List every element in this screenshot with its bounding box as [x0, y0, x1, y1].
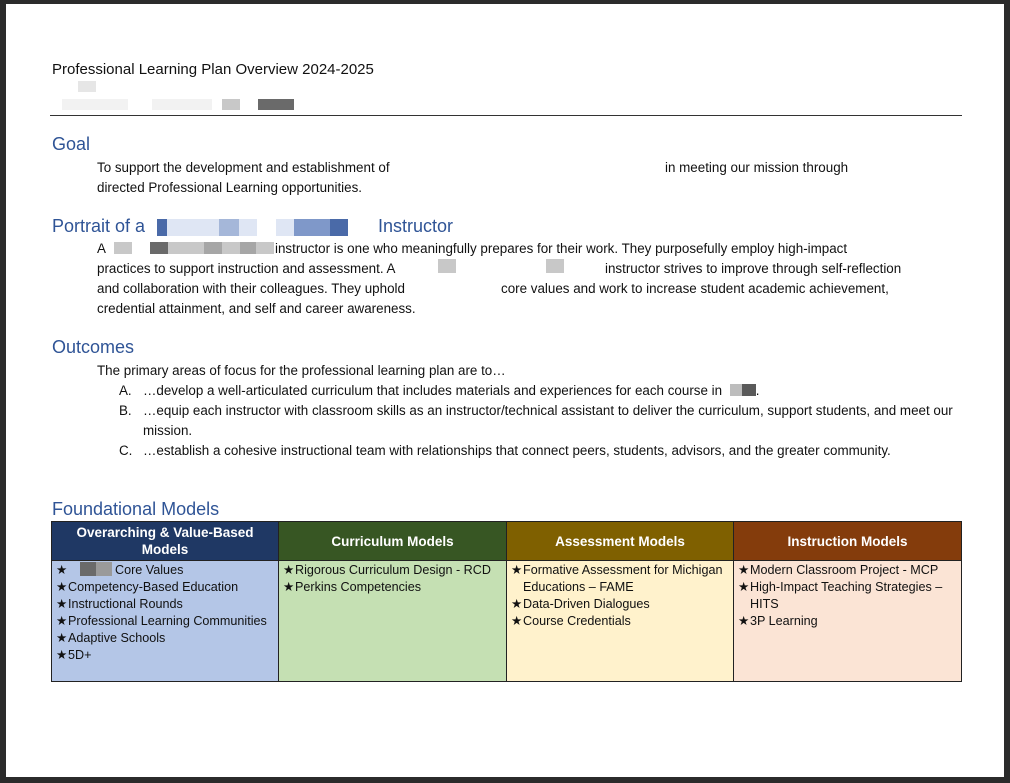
- document-page: [6, 4, 1004, 777]
- outcomes-heading: Outcomes: [52, 337, 135, 357]
- redacted-name: [438, 259, 456, 273]
- redacted-name: [730, 384, 742, 396]
- redacted-heading: [239, 219, 257, 236]
- list-item: [511, 562, 729, 596]
- goal-text: To support the development and establishment of: [97, 160, 390, 175]
- column-cell-overarching: [52, 561, 279, 682]
- redacted-name: [256, 242, 274, 254]
- star-icon: ★: [56, 580, 68, 594]
- outcome-item: [119, 381, 969, 401]
- redacted-subtitle: [62, 99, 128, 110]
- redacted-name: [114, 242, 132, 254]
- portrait-text: instructor is one who meaningfully prepares for their work. They purposefully employ high-impact: [275, 241, 848, 256]
- redacted-heading: [330, 219, 348, 236]
- list-item: [56, 596, 274, 613]
- star-icon: ★: [738, 614, 750, 628]
- list-item: [56, 647, 274, 664]
- redacted-name: [742, 384, 756, 396]
- redacted-heading: [157, 219, 167, 236]
- portrait-text: practices to support instruction and assessment. A: [97, 261, 396, 276]
- list-item: [56, 630, 274, 647]
- column-cell-assessment: [507, 561, 734, 682]
- list-item: [738, 613, 957, 630]
- column-cell-instruction: [734, 561, 962, 682]
- star-icon: ★: [56, 631, 68, 645]
- star-icon: ★: [511, 597, 523, 611]
- redacted-heading: [294, 219, 330, 236]
- redacted-heading: [167, 219, 219, 236]
- portrait-text: instructor strives to improve through self-reflection: [605, 261, 902, 276]
- document-title: Professional Learning Plan Overview 2024-2025: [52, 61, 374, 78]
- portrait-text: credential attainment, and self and career awareness.: [97, 301, 416, 316]
- outcome-item: [119, 401, 969, 441]
- list-item-text: Professional Learning Communities: [68, 614, 267, 628]
- outcome-item: [119, 441, 923, 461]
- redacted-name: [168, 242, 204, 254]
- redacted-subtitle: [78, 81, 96, 92]
- redacted-name: [204, 242, 222, 254]
- star-icon: ★: [56, 597, 68, 611]
- list-item: [511, 613, 729, 630]
- star-icon: ★: [283, 580, 295, 594]
- outcomes-list: [119, 381, 969, 461]
- redacted-name: [222, 242, 240, 254]
- list-item-text: Modern Classroom Project - MCP: [750, 563, 939, 577]
- outcome-marker: B.: [119, 403, 132, 418]
- column-header-assessment: Assessment Models: [507, 522, 734, 561]
- redacted-heading: [276, 219, 294, 236]
- redacted-name: [150, 242, 168, 254]
- list-item: [738, 562, 957, 579]
- star-icon: ★: [56, 614, 68, 628]
- portrait-text: core values and work to increase student academic achievement,: [501, 281, 889, 296]
- column-cell-curriculum: [279, 561, 507, 682]
- header-divider: [50, 115, 962, 116]
- redacted-subtitle: [152, 99, 212, 110]
- portrait-text: and collaboration with their colleagues. They uphold: [97, 281, 405, 296]
- goal-text: directed Professional Learning opportunities.: [97, 180, 363, 195]
- outcome-marker: C.: [119, 443, 133, 458]
- redacted-heading: [219, 219, 239, 236]
- list-item: [283, 562, 502, 579]
- list-item: [738, 579, 957, 613]
- column-header-curriculum: Curriculum Models: [279, 522, 507, 561]
- star-icon: ★: [283, 563, 295, 577]
- list-item-text: Course Credentials: [523, 614, 631, 628]
- star-icon: ★: [56, 563, 68, 577]
- list-item-text: 5D+: [68, 648, 92, 662]
- list-item: [511, 596, 729, 613]
- star-icon: ★: [738, 563, 750, 577]
- outcome-suffix: .: [755, 383, 760, 398]
- list-item-text: Data-Driven Dialogues: [523, 597, 650, 611]
- list-item: [56, 613, 274, 630]
- column-header-overarching: Overarching & Value-Based Models: [52, 522, 279, 561]
- redacted-name: [546, 259, 564, 273]
- star-icon: ★: [56, 648, 68, 662]
- list-item: [283, 579, 502, 596]
- star-icon: ★: [511, 563, 523, 577]
- list-item-text: Formative Assessment for Michigan Educations – FAME: [523, 563, 723, 594]
- list-item-text: Competency-Based Education: [68, 580, 239, 594]
- portrait-heading-end: Instructor: [378, 216, 454, 236]
- outcome-text: …establish a cohesive instructional team with relationships that connect peers, students, advisors, and the greater community.: [143, 443, 891, 458]
- list-item-text: 3P Learning: [750, 614, 818, 628]
- outcomes-intro: The primary areas of focus for the professional learning plan are to…: [97, 363, 506, 378]
- portrait-text: A: [97, 241, 106, 256]
- list-item: [56, 579, 274, 596]
- list-item-text: Core Values: [115, 563, 184, 577]
- star-icon: ★: [738, 580, 750, 594]
- list-item: [56, 562, 274, 579]
- foundational-models-table: [51, 521, 962, 682]
- list-item-text: Instructional Rounds: [68, 597, 183, 611]
- star-icon: ★: [511, 614, 523, 628]
- redacted-name: [80, 562, 96, 576]
- models-heading: Foundational Models: [52, 499, 220, 519]
- list-item-text: Adaptive Schools: [68, 631, 166, 645]
- redacted-name: [96, 562, 112, 576]
- list-item-text: High-Impact Teaching Strategies – HITS: [750, 580, 943, 611]
- portrait-heading: Portrait of a: [52, 216, 146, 236]
- list-item-text: Perkins Competencies: [295, 580, 421, 594]
- goal-heading: Goal: [52, 134, 91, 154]
- redacted-subtitle: [222, 99, 240, 110]
- outcome-text: …equip each instructor with classroom skills as an instructor/technical assistant to deliver the curriculum, support students, and meet our mission.: [143, 403, 953, 438]
- goal-text: in meeting our mission through: [665, 160, 849, 175]
- column-header-instruction: Instruction Models: [734, 522, 962, 561]
- redacted-name: [240, 242, 256, 254]
- redacted-subtitle: [258, 99, 294, 110]
- outcome-text: …develop a well-articulated curriculum that includes materials and experiences for each course in: [143, 383, 723, 398]
- list-item-text: Rigorous Curriculum Design - RCD: [295, 563, 491, 577]
- outcome-marker: A.: [119, 383, 132, 398]
